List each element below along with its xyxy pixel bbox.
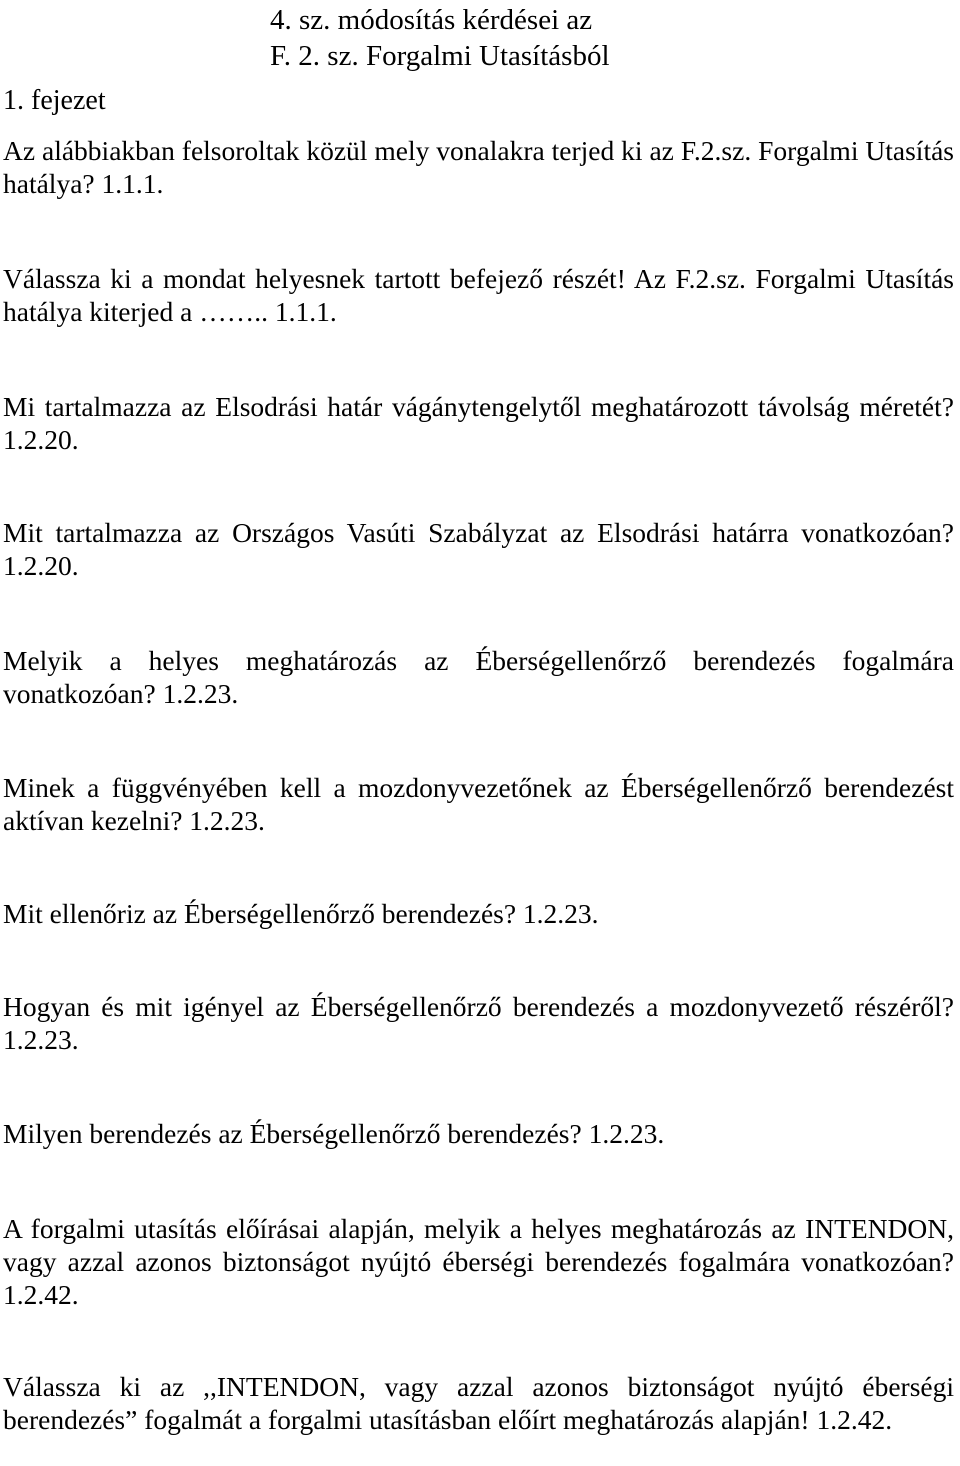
document-title-line-1: 4. sz. módosítás kérdései az: [270, 4, 593, 36]
question-10: A forgalmi utasítás előírásai alapján, melyik a helyes meghatározás az INTENDON, vagy azzal azonos biztonságot nyújtó éberségi berendezés fogalmára vonatkozóan? 1.2.42.: [3, 1213, 954, 1310]
question-5: Melyik a helyes meghatározás az Éberségellenőrző berendezés fogalmára vonatkozóan? 1.2.23.: [3, 645, 954, 709]
question-11: Válassza ki az ,,INTENDON, vagy azzal azonos biztonságot nyújtó éberségi berendezés” fogalmát a forgalmi utasításban előírt meghatározás alapján! 1.2.42.: [3, 1371, 954, 1435]
question-2: Válassza ki a mondat helyesnek tartott befejező részét! Az F.2.sz. Forgalmi Utasítás hatálya kiterjed a …….. 1.1.1.: [3, 263, 954, 327]
question-9: Milyen berendezés az Éberségellenőrző berendezés? 1.2.23.: [3, 1118, 665, 1149]
question-7: Mit ellenőriz az Éberségellenőrző berendezés? 1.2.23.: [3, 898, 599, 929]
question-3: Mi tartalmazza az Elsodrási határ vágánytengelytől meghatározott távolság méretét? 1.2.20.: [3, 391, 954, 455]
chapter-heading: 1. fejezet: [3, 85, 106, 116]
question-1: Az alábbiakban felsoroltak közül mely vonalakra terjed ki az F.2.sz. Forgalmi Utasítás hatálya? 1.1.1.: [3, 135, 954, 199]
question-6: Minek a függvényében kell a mozdonyvezetőnek az Éberségellenőrző berendezést aktívan kezelni? 1.2.23.: [3, 772, 954, 836]
question-8: Hogyan és mit igényel az Éberségellenőrző berendezés a mozdonyvezető részéről? 1.2.23.: [3, 991, 954, 1055]
question-4: Mit tartalmazza az Országos Vasúti Szabályzat az Elsodrási határra vonatkozóan? 1.2.20.: [3, 517, 954, 581]
document-title-line-2: F. 2. sz. Forgalmi Utasításból: [270, 40, 610, 72]
